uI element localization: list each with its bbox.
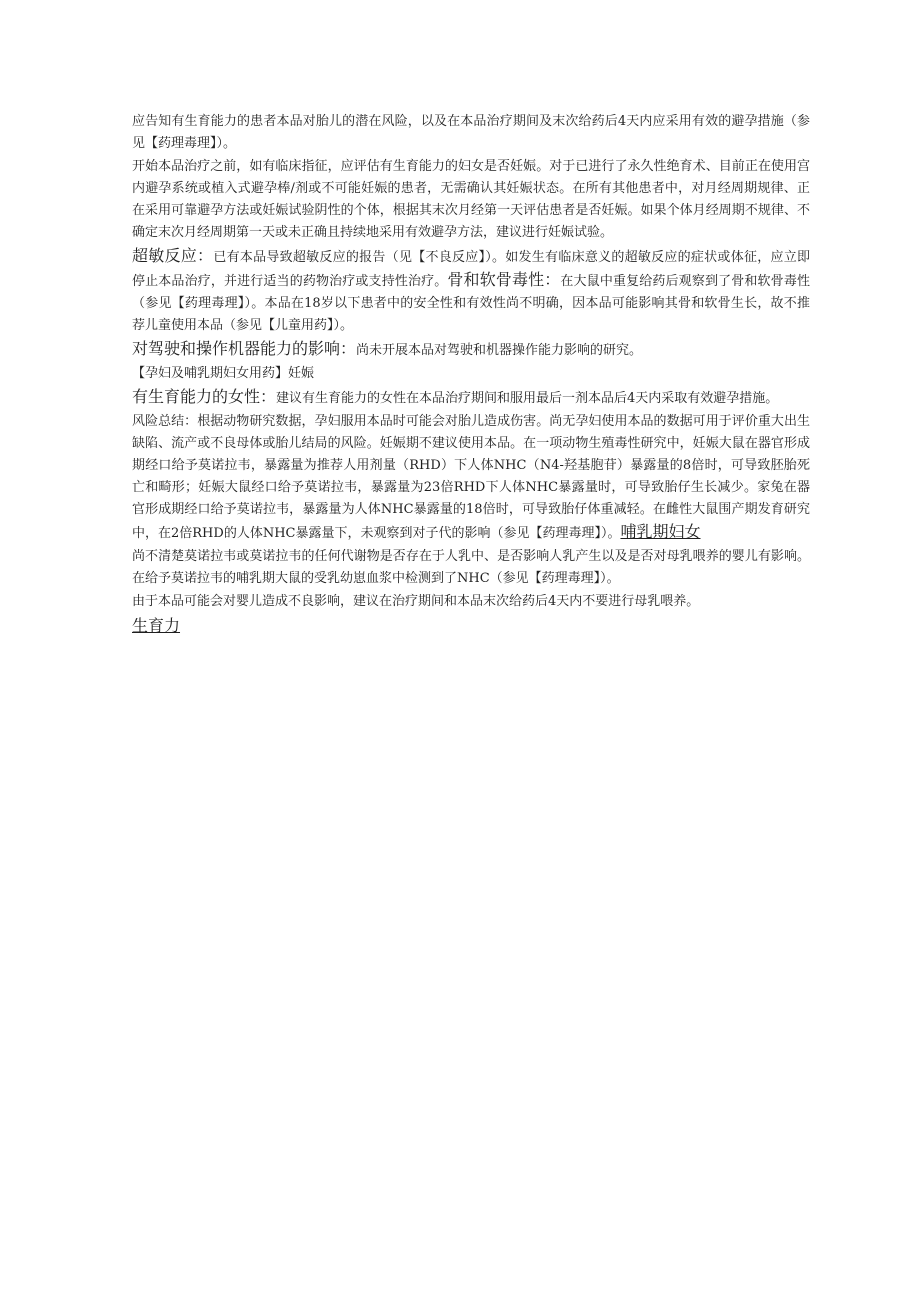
lactation-heading: 哺乳期妇女 <box>620 522 701 541</box>
fertile-women-paragraph <box>132 386 810 410</box>
document-body <box>132 111 810 638</box>
hypersensitivity-text: 已有本品导致超敏反应的报告（见【不良反应】）。如发生有临床意义的超敏反应的症状或体征，应立即停止本品治疗，并进行适当的药物治疗或支持性治疗。 <box>132 250 810 289</box>
pregnancy-section-heading: 【孕妇及哺乳期妇女用药】妊娠 <box>132 366 315 381</box>
fertile-women-text: 建议有生育能力的女性在本品治疗期间和服用最后一剂本品后4天内采取有效避孕措施。 <box>276 391 779 406</box>
lactation-paragraph: 尚不清楚莫诺拉韦或莫诺拉韦的任何代谢物是否存在于人乳中、是否影响人乳产生以及是否对母乳喂养的婴儿有影响。在给予莫诺拉韦的哺乳期大鼠的受乳幼崽血浆中检测到了NHC（参见【药理毒理】）。 <box>132 549 810 586</box>
driving-heading: 对驾驶和操作机器能力的影响： <box>132 339 357 358</box>
driving-text: 尚未开展本品对驾驶和机器操作能力影响的研究。 <box>356 343 643 358</box>
hypersensitivity-heading: 超敏反应： <box>132 246 214 265</box>
driving-paragraph <box>132 338 810 362</box>
fertility-heading: 生育力 <box>132 616 181 635</box>
risk-summary-text: 风险总结：根据动物研究数据，孕妇服用本品时可能会对胎儿造成伤害。尚无孕妇使用本品的数据可用于评价重大出生缺陷、流产或不良母体或胎儿结局的风险。妊娠期不建议使用本品。在一项动物生殖毒性研究中，妊娠大鼠在器官形成期经口给予莫诺拉韦，暴露量为推荐人用剂量（RHD）下人体NHC（N4-羟基胞苷）暴露量的8倍时，可导致胚胎死亡和畸形；妊娠大鼠经口给予莫诺拉韦，暴露量为23倍RHD下人体NHC暴露量时，可导致胎仔生长减少。家兔在器官形成期经口给予莫诺拉韦，暴露量为人体NHC暴露量的18倍时，可导致胎仔体重减轻。在雌性大鼠围产期发育研究中，在2倍RHD的人体NHC暴露量下，未观察到对子代的影响（参见【药理毒理】）。 <box>132 414 810 541</box>
bone-toxicity-heading: 骨和软骨毒性： <box>447 270 561 289</box>
fertile-women-heading: 有生育能力的女性： <box>132 387 277 406</box>
contraception-paragraph: 应告知有生育能力的患者本品对胎儿的潜在风险，以及在本品治疗期间及末次给药后4天内应采用有效的避孕措施（参见【药理毒理】）。 <box>132 114 810 151</box>
risk-summary-paragraph <box>132 411 810 545</box>
hypersensitivity-paragraph <box>132 245 810 337</box>
bone-toxicity-text: 在大鼠中重复给药后观察到了骨和软骨毒性（参见【药理毒理】）。本品在18岁以下患者中的安全性和有效性尚不明确，因本品可能影响其骨和软骨生长，故不推荐儿童使用本品（参见【儿童用药】）。 <box>132 274 810 333</box>
breastfeeding-paragraph: 由于本品可能会对婴儿造成不良影响，建议在治疗期间和本品末次给药后4天内不要进行母乳喂养。 <box>132 594 700 609</box>
pregnancy-assessment-paragraph: 开始本品治疗之前，如有临床指征，应评估有生育能力的妇女是否妊娠。对于已进行了永久性绝育术、目前正在使用宫内避孕系统或植入式避孕棒/剂或不可能妊娠的患者，无需确认其妊娠状态。在所有其他患者中，对月经周期规律、正在采用可靠避孕方法或妊娠试验阴性的个体，根据其末次月经第一天评估患者是否妊娠。如果个体月经周期不规律、不确定末次月经周期第一天或未正确且持续地采用有效避孕方法，建议进行妊娠试验。 <box>132 159 810 240</box>
